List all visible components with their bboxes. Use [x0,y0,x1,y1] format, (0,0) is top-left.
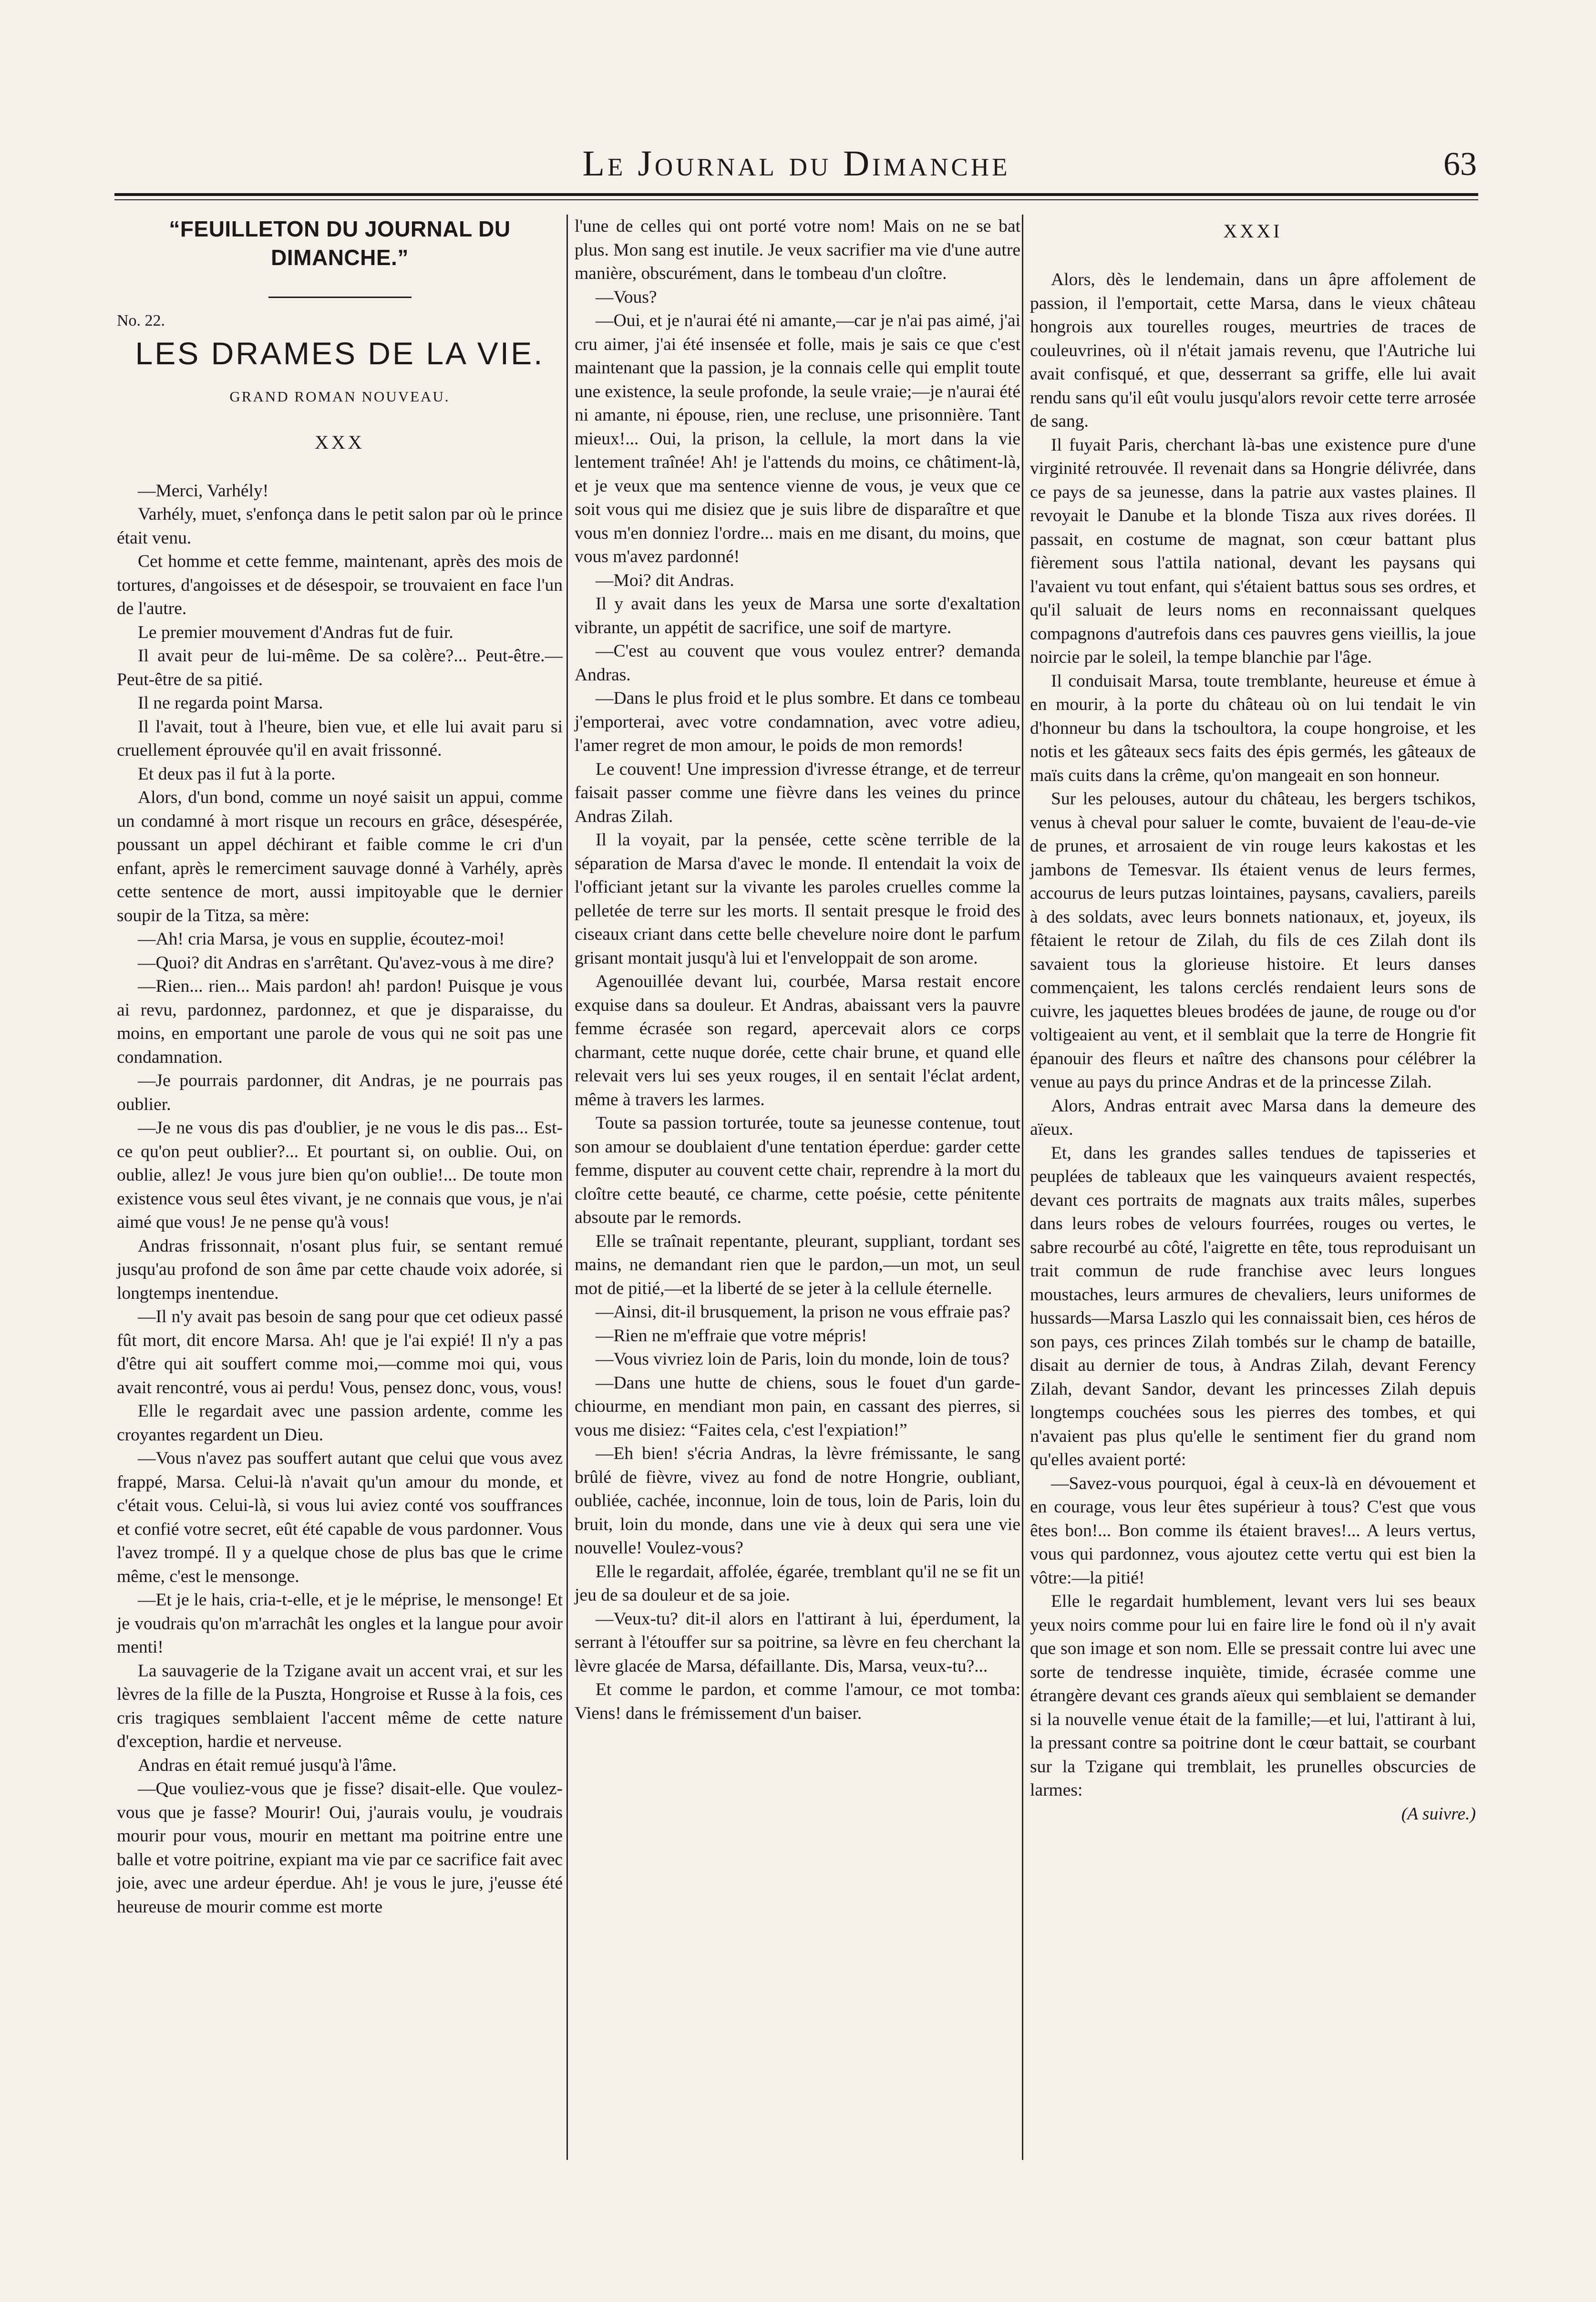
paragraph: —Moi? dit Andras. [596,570,734,590]
paragraph: Et deux pas il fut à la porte. [138,764,336,784]
paragraph: Alors, d'un bond, comme un noyé saisit un appui, comme un condamné à mort risque un recours en grâce, désespérée, poussant un appel déchirant et faible comme le cri d'un enfant, après le remerciment sauvage donné à Varhély, après cette sentence de mort, aussi impitoyable que le dernier soupir de la Titza, sa mère: [117,788,563,925]
paragraph: —Il n'y avait pas besoin de sang pour que cet odieux passé fût mort, dit encore Marsa. Ah! que je l'ai expié! Il n'y a pas d'être qui ait souffert comme moi,—comme moi qui, vous avait rencontré, vous ai perdu! Vous, pensez donc, vous, vous! [117,1307,563,1398]
column-3 [1030,215,1476,1826]
paragraph: —Merci, Varhély! [138,481,269,501]
column-2-body [575,215,1020,1725]
paragraph: Varhély, muet, s'enfonça dans le petit salon par où le prince était venu. [117,504,563,548]
paragraph: Il fuyait Paris, cherchant là-bas une existence pure d'une virginité retrouvée. Il revenait dans sa Hongrie délivrée, dans ce pays de sa jeunesse, dans la patrie aux vastes plaines. Il revoyait le Danube et la blonde Tisza aux rives dorées. Il passait, en costume de magnat, son cœur battant plus fièrement sous l'attila national, devant les paysans qui l'avaient vu tout enfant, qui s'étaient battus sous ses ordres, et qu'il saluait de leurs noms en reconnaissant quelques compagnons d'autrefois dans ces pauvres gens vieillis, la joue noircie par le soleil, la tempe blanchie par l'âge. [1030,435,1476,667]
paragraph: Cet homme et cette femme, maintenant, après des mois de tortures, d'angoisses et de désespoir, se trouvaient en face l'un de l'autre. [117,552,563,618]
serial-subtitle: GRAND ROMAN NOUVEAU. [229,388,450,405]
paragraph: —Dans le plus froid et le plus sombre. Et dans ce tombeau j'emporterai, avec votre condamnation, avec votre adieu, l'amer regret de mon amour, le poids de mon remords! [575,689,1020,755]
paragraph: —Quoi? dit Andras en s'arrêtant. Qu'avez-vous à me dire? [138,953,554,973]
masthead [114,143,1478,185]
paragraph: —Vous n'avez pas souffert autant que celui que vous avez frappé, Marsa. Celui-là n'avait qu'un amour du monde, et c'était vous. Celui-là, si vous lui aviez conté vos souffrances et confié votre secret, eût été capable de vous pardonner. Vous l'avez trompé. Il y a quelque chose de plus bas que le crime même, c'est le mensonge. [117,1449,563,1586]
paragraph: Et comme le pardon, et comme l'amour, ce mot tomba: Viens! dans le frémissement d'un baiser. [575,1680,1020,1723]
paragraph: —Que vouliez-vous que je fisse? disait-elle. Que voulez-vous que je fasse? Mourir! Oui, j'aurais voulu, je voudrais mourir pour vous, mourir en mettant ma poitrine entre une balle et votre poitrine, expiant ma vie par ce sacrifice fait avec joie, avec une ardeur éperdue. Ah! je vous le jure, j'eusse été heureuse de mourir comme est morte [117,1779,563,1917]
paragraph: Et, dans les grandes salles tendues de tapisseries et peuplées de tableaux que les vainqueurs avaient respectés, devant ces portraits de magnats aux traits mâles, superbes dans leurs robes de velours fourrées, rouges ou vertes, le sabre recourbé au côté, l'aigrette en tête, tous reproduisant un trait commun de rude franchise avec leurs longues moustaches, leurs armures de chevaliers, leurs uniformes de hussards—Marsa Laszlo qui les connaissait bien, ces héros de son pays, ces princes Zilah tombés sur le champ de bataille, disait au dernier de tous, à Andras Zilah, devant Ferency Zilah, devant Sandor, devant les princesses Zilah depuis longtemps couchées sous les pierres des tombes, et qui n'avaient pas plus qu'elle le sentiment fier du grand nom qu'elles avaient porté: [1030,1143,1476,1470]
paragraph: —Dans une hutte de chiens, sous le fouet d'un garde-chiourme, en mendiant mon pain, en cassant des pierres, si vous me disiez: “Faites cela, c'est l'expiation!” [575,1373,1020,1440]
column-2 [575,215,1020,1725]
paragraph: —C'est au couvent que vous voulez entrer? demanda Andras. [575,641,1020,685]
paragraph: —Veux-tu? dit-il alors en l'attirant à lui, éperdument, la serrant à l'étouffer sur sa poitrine, sa lèvre en feu cherchant la lèvre glacée de Marsa, défaillante. Dis, Marsa, veux-tu?... [575,1609,1020,1676]
paragraph: —Je pourrais pardonner, dit Andras, je ne pourrais pas oublier. [117,1071,563,1114]
chapter-heading: XXXI [1223,220,1283,242]
paragraph: Il ne regarda point Marsa. [138,693,323,713]
header-rule-thick [114,193,1478,196]
header-rule-thin [114,199,1478,200]
paragraph: —Rien... rien... Mais pardon! ah! pardon! Puisque je vous ai revu, pardonnez, pardonnez, et que je disparaisse, du moins, en emportant une parole de vous qui ne soit pas une condamnation. [117,976,563,1067]
paragraph: —Vous vivriez loin de Paris, loin du monde, loin de tous? [596,1349,1009,1369]
issue-number: No. 22. [117,312,165,329]
paragraph: —Rien ne m'effraie que votre mépris! [596,1326,867,1346]
paragraph: —Eh bien! s'écria Andras, la lèvre frémissante, le sang brûlé de fièvre, vivez au fond de notre Hongrie, oubliant, oubliée, cachée, inconnue, loin de tous, loin de Paris, loin du bruit, loin du monde, dans une vie à deux qui sera une vie nouvelle! Voulez-vous? [575,1444,1020,1558]
column-3-body [1030,268,1476,1802]
paragraph: Le premier mouvement d'Andras fut de fuir. [138,622,453,642]
paragraph: —Ah! cria Marsa, je vous en supplie, écoutez-moi! [138,929,505,949]
serial-title: LES DRAMES DE LA VIE. [135,336,545,371]
paragraph: Il la voyait, par la pensée, cette scène terrible de la séparation de Marsa d'avec le monde. Il entendait la voix de l'officiant jetant sur la vivante les paroles cruelles comme la pelletée de terre sur les morts. Il sentait presque le froid des ciseaux criant dans cette belle chevelure noire dont le parfum grisant montait jusqu'à lui et l'enveloppait de son arome. [575,830,1020,968]
to-be-continued: (A suivre.) [1401,1804,1476,1824]
paragraph: Elle se traînait repentante, pleurant, suppliant, tordant ses mains, ne demandant rien que le pardon,—un mot, un seul mot de pitié,—et la liberté de se jeter à la cellule éternelle. [575,1231,1020,1298]
paragraph: Le couvent! Une impression d'ivresse étrange, et de terreur faisait passer comme une fièvre dans les veines du prince Andras Zilah. [575,759,1020,826]
paragraph: —Et je le hais, cria-t-elle, et je le méprise, le mensonge! Et je voudrais qu'on m'arrachât les ongles et la langue pour avoir menti! [117,1590,563,1657]
paragraph: —Ainsi, dit-il brusquement, la prison ne vous effraie pas? [596,1302,1010,1322]
column-separator [1022,215,1023,2160]
heading-divider [268,297,412,298]
paragraph: Il l'avait, tout à l'heure, bien vue, et elle lui avait paru si cruellement éprouvée qu'il en avait frissonné. [117,717,563,760]
paragraph: Elle le regardait, affolée, égarée, tremblant qu'il ne se fit un jeu de sa douleur et de sa joie. [575,1562,1020,1605]
paragraph: Il avait peur de lui-même. De sa colère?... Peut-être.—Peut-être de sa pitié. [117,646,563,689]
paragraph: —Oui, et je n'aurai été ni amante,—car je n'ai pas aimé, j'ai cru aimer, j'ai été insensée et folle, mais je sais ce que c'est maintenant que la passion, je la connais celle qui emplit toute une existence, la seule profonde, la seule vraie;—je n'aurai été ni amante, ni épouse, rien, une recluse, une prisonnière. Tant mieux!... Oui, la prison, la cellule, la mort dans la vie lentement traînée! Ah! je l'attends du moins, ce châtiment-là, et je veux que ma sentence vienne de vous, je veux que ce soit vous qui me disiez que je suis libre de disparaître et que vous m'en donniez l'ordre... mais en me disant, du moins, que vous m'avez pardonné! [575,311,1020,566]
paragraph: Il y avait dans les yeux de Marsa une sorte d'exaltation vibrante, un appétit de sacrifice, une soif de martyre. [575,594,1020,637]
column-1 [117,215,563,1919]
paragraph: Elle le regardait humblement, levant vers lui ses beaux yeux noirs comme pour lui en faire lire le fond où il n'y avait que son image et son nom. Elle se pressait contre lui avec une sorte de tendresse inquiète, timide, écrasée comme une étrangère devant ces grands aïeux qui semblaient se demander si la nouvelle venue était de la famille;—et lui, l'attirant à lui, la pressant contre sa poitrine dont le cœur battait, se courbant sur la Tzigane qui tremblait, les prunelles obscurcies de larmes: [1030,1592,1476,1800]
column-separator [566,215,568,2160]
paragraph: Andras frissonnait, n'osant plus fuir, se sentant remué jusqu'au profond de son âme par cette chaude voix adorée, si longtemps inentendue. [117,1236,563,1303]
paragraph: Elle le regardait avec une passion ardente, comme les croyantes regardent un Dieu. [117,1401,563,1445]
paragraph: Toute sa passion torturée, toute sa jeunesse contenue, tout son amour se doublaient d'une tentation éperdue: garder cette femme, disputer au couvent cette chair, reprendre à la mort du cloître cette beauté, ce charme, cette poésie, cette pénitente absoute par le remords. [575,1113,1020,1227]
paragraph: Il conduisait Marsa, toute tremblante, heureuse et émue à en mourir, à la porte du château où on lui tendait le vin d'honneur bu dans la tschoultora, la coupe hongroise, et les notis et les gâteaux secs faits des épis germés, les gâteaux de maïs cuits dans la crême, qu'on mangeait en son honneur. [1030,671,1476,785]
paragraph: Agenouillée devant lui, courbée, Marsa restait encore exquise dans sa douleur. Et Andras, abaissant vers la pauvre femme écrasée son regard, apercevait alors ce corps charmant, cette nuque dorée, cette chair brune, et quand elle relevait vers lui ses yeux rouges, il en sentait l'éclat ardent, même à travers les larmes. [575,972,1020,1110]
paragraph: —Je ne vous dis pas d'oublier, je ne vous le dis pas... Est-ce qu'on peut oublier?... Et pourtant si, on oublie. Oui, on oublie, allez! Je vous jure bien qu'on oublie!... De toute mon existence vous seul êtes vivant, je ne connais que vous, je n'ai aimé que vous! Je ne pense qu'à vous! [117,1118,563,1232]
journal-title: Le Journal du Dimanche [582,144,1010,184]
feuilleton-heading: “FEUILLETON DU JOURNAL DU DIMANCHE.” [169,216,511,270]
paragraph: Sur les pelouses, autour du château, les bergers tschikos, venus à cheval pour saluer le comte, buvaient de l'eau-de-vie de prunes, et arrosaient de vin rouge leurs kakostas et les jambons de Temesvar. Ils étaient venus de leurs fermes, accourus de leurs putzas lointaines, paysans, cavaliers, pareils à des soldats, avec leurs bonnets nationaux, et, joyeux, ils fêtaient le retour de Zilah, du fils de ces Zilah dont ils savaient tous la glorieuse histoire. Et leurs danses commençaient, les talons cerclés rendaient leurs sons de cuivre, les jaquettes bleues brodées de jaune, de rouge ou d'or voltigeaient au vent, et il semblait que la terre de Hongrie fit épanouir des fleurs et naître des chansons pour célébrer la venue au pays du prince Andras et de la princesse Zilah. [1030,789,1476,1092]
paragraph: Alors, Andras entrait avec Marsa dans la demeure des aïeux. [1030,1096,1476,1139]
paragraph: l'une de celles qui ont porté votre nom! Mais on ne se bat plus. Mon sang est inutile. Je veux sacrifier ma vie d'une autre manière, obscurément, dans le tombeau d'un cloître. [575,216,1020,283]
paragraph: —Vous? [596,287,657,307]
chapter-heading: XXX [315,431,365,453]
paragraph: La sauvagerie de la Tzigane avait un accent vrai, et sur les lèvres de la fille de la Puszta, Hongroise et Russe à la fois, ces cris tragiques semblaient l'accent même de cette nature d'exception, hardie et nerveuse. [117,1661,563,1751]
paragraph: Alors, dès le lendemain, dans un âpre affolement de passion, il l'emportait, cette Marsa, dans le vieux château hongrois aux tourelles rouges, meurtries de traces de couleuvrines, où il n'était jamais revenu, que l'Autriche lui avait confisqué, et que, desserrant sa griffe, elle lui avait rendu sans qu'il eût voulu jusqu'alors revoir cette terre arrosée de sang. [1030,270,1476,431]
page-number: 63 [1443,146,1477,183]
paragraph: Andras en était remué jusqu'à l'âme. [138,1755,397,1775]
paragraph: —Savez-vous pourquoi, égal à ceux-là en dévouement et en courage, vous leur êtes supérieur à tous? C'est que vous êtes bon!... Bon comme ils étaient braves!... A leurs vertus, vous qui pardonnez, vous ajoutez cette vertu qui est bien la vôtre:—la pitié! [1030,1473,1476,1588]
column-1-body [117,479,563,1919]
